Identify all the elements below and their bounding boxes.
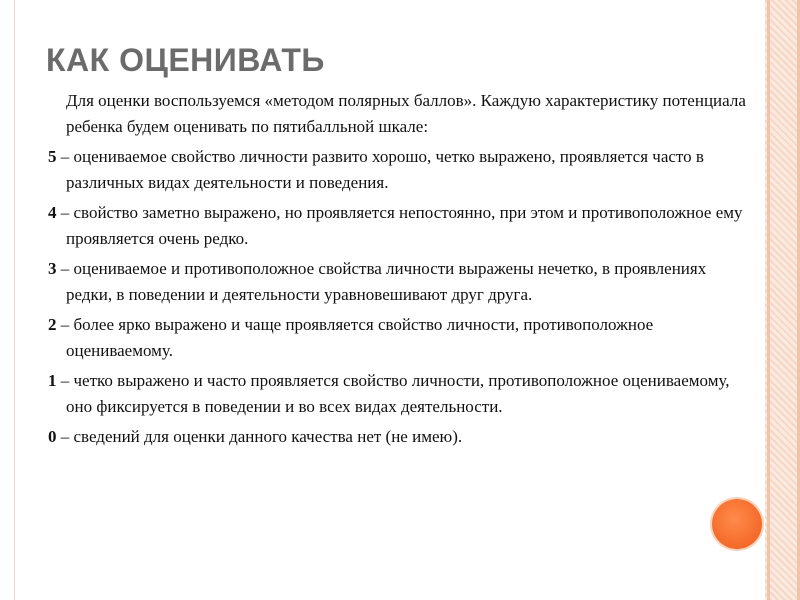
slide-content [48,88,748,454]
scale-number: 3 [48,259,57,278]
intro-paragraph: Для оценки воспользуемся «методом полярных баллов». Каждую характеристику потенциала ребенка будем оценивать по пятибалльной шкале: [66,91,746,136]
scale-number: 2 [48,315,57,334]
scale-item-1 [48,368,748,420]
slide-title: КАК ОЦЕНИВАТЬ [46,42,325,78]
scale-number: 0 [48,427,57,446]
scale-item-2 [48,312,748,364]
scale-item-5 [48,144,748,196]
scale-description: – оцениваемое свойство личности развито хорошо, четко выражено, проявляется часто в различных видах деятельности и поведения. [56,147,704,192]
left-edge-line [14,0,15,600]
scale-description: – четко выражено и часто проявляется свойство личности, противоположное оцениваемому, оно фиксируется в поведении и во всех видах деятельности. [56,371,730,416]
scale-number: 4 [48,203,57,222]
scale-number: 1 [48,371,57,390]
scale-description: – свойство заметно выражено, но проявляется непостоянно, при этом и противоположное ему проявляется очень редко. [56,203,743,248]
scale-number: 5 [48,147,57,166]
scale-item-3 [48,256,748,308]
scale-item-0 [48,424,748,450]
scale-description: – сведений для оценки данного качества нет (не имею). [56,427,463,446]
scale-description: – более ярко выражено и чаще проявляется свойство личности, противоположное оцениваемому. [56,315,654,360]
orange-circle-decoration [712,499,762,549]
band-line-left [767,0,770,600]
scale-description: – оцениваемое и противоположное свойства личности выражены нечетко, в проявлениях редки, в поведении и деятельности уравновешивают друг друга. [56,259,707,304]
scale-item-4 [48,200,748,252]
decorative-right-band [765,0,800,600]
